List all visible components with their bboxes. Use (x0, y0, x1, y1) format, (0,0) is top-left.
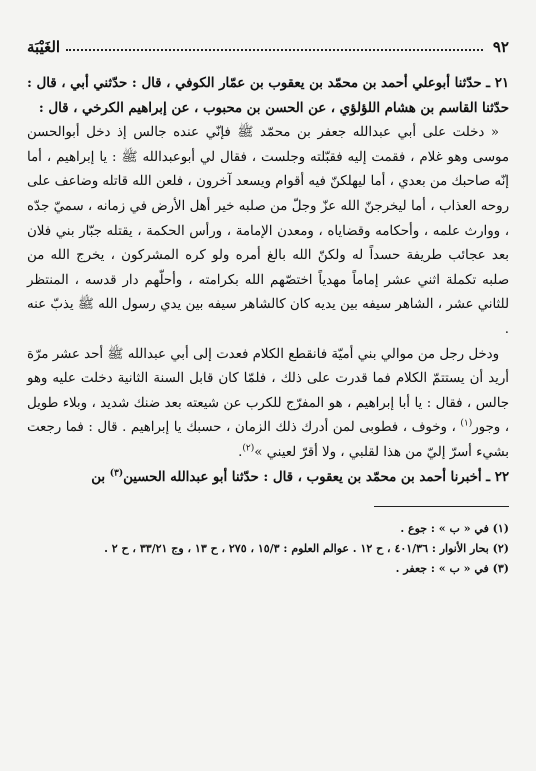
hadith-21-continued (27, 343, 509, 466)
footnotes (27, 519, 509, 579)
footnote-separator (374, 506, 509, 507)
hadith-22-chain-text-2: بن (91, 469, 106, 485)
hadith-21-continued-text-2: ، وخوف ، فطوبى لمن أدرك ذلك الزمان ، حسبك يا إبراهيم . قال : فما رجعت بشيء أسرّ إليّ من هذا لقلبي ، ولا أقرّ لعيني » (27, 420, 509, 460)
book-title: الغَيْبَة (27, 38, 61, 56)
page-number: ٩٢ (492, 38, 509, 56)
hadith-21-continued-text: ودخل رجل من موالي بني أميّة فانقطع الكلام فعدت إلى أبي عبدالله ﷺ أحد عشر مرّة أريد أن يستتمّ الكلام فما قدرت على ذلك ، فلمّا كان قابل السنة الثانية دخلت عليه وهو جالس ، فقال : يا أبا إبراهيم ، هو المفرّج للكرب عن شيعته بعد ضنك شديد ، وبلاء طويل ، وجور (27, 346, 510, 436)
running-header (27, 34, 509, 56)
footnote-3: (٣) في « ب » : جعفر . (395, 562, 509, 576)
footnote-ref-2[interactable]: (٢) (242, 443, 255, 454)
hadith-22-chain-text: ٢٢ ـ أخبرنا أحمد بن محمّد بن يعقوب ، قال : حدّثنا أبو عبدالله الحسين (123, 469, 509, 485)
hadith-21-chain: ٢١ ـ حدّثنا أبوعلي أحمد بن محمّد بن يعقوب بن عمّار الكوفي ، قال : حدّثني أبي ، قال : حدّثنا القاسم بن هشام اللؤلؤي ، عن الحسن بن محبوب ، عن إبراهيم الكرخي ، قال : (27, 76, 509, 116)
main-text (27, 72, 509, 490)
footnote-ref-3[interactable]: (٣) (109, 468, 124, 479)
footnote-1: (١) في « ب » : جوع . (400, 522, 509, 536)
hadith-22-chain (27, 466, 509, 491)
footnote-2: (٢) بحار الأنوار : ٤٠١/٣٦ ، ح ١٢ . عوالم العلوم : ١٥/٣ ، ٢٧٥ ، ح ١٣ ، وج ٣٣/٢١ ، ح ٢ . (104, 542, 509, 556)
footnote-ref-1[interactable]: (١) (460, 418, 473, 429)
header-dotted-leader (66, 48, 483, 51)
hadith-21-end-mark: . (238, 444, 243, 460)
hadith-21-text: « دخلت على أبي عبدالله جعفر بن محمّد ﷺ فإنّي عنده جالس إذ دخل أبوالحسن موسى وهو غلام ، فقمت إليه فقبّلته وجلست ، فقال لي أبوعبدالله ﷺ : يا إبراهيم ، أما إنّه صاحبك من بعدي ، أما ليهلكنّ فيه أقوام ويسعد آخرون ، فلعن الله قاتله وضاعف على روحه العذاب ، أما ليخرجنّ الله عزّ وجلّ من صلبه خير أهل الأرض في زمانه ، سميّ جدّه ، ووارث علمه ، وأحكامه وقضاياه ، ومعدن الإمامة ، ورأس الحكمة ، يقتله جبّار بني فلان بعد عجائب طريفة حسداً له ولكنّ الله بالغ أمره ولو كره المشركون ، يخرج الله من صلبه تكملة اثني عشر إماماً مهدياً اختصّهم الله بكرامته ، وأحلّهم دار قدسه ، المنتظر للثاني عشر ، الشاهر سيفه بين يديه كان كالشاهر سيفه بين يدي رسول الله ﷺ يذبّ عنه . (27, 125, 509, 337)
